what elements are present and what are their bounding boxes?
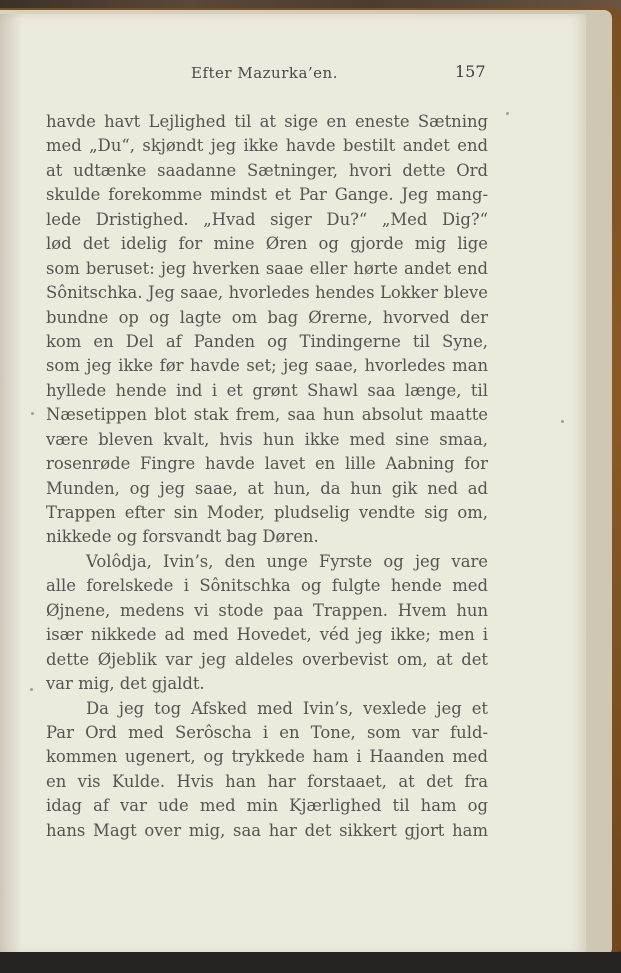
text-line: Sônitschka. Jeg saae, hvorledes hendes Lokker bleve	[46, 283, 488, 303]
text-line: var mig, det gjaldt.	[46, 674, 205, 694]
text-line: være bleven kvalt, hvis hun ikke med sine smaa,	[46, 429, 488, 449]
page-header	[0, 60, 586, 90]
text-line: som beruset: jeg hverken saae eller hørte andet end	[46, 258, 488, 278]
text-line: lede Dristighed. „Hvad siger Du?“ „Med Dig?“	[46, 209, 488, 229]
text-line: Trappen efter sin Moder, pludselig vendte sig om,	[46, 503, 488, 522]
text-line: alle forelskede i Sônitschka og fulgte hende med	[46, 576, 488, 596]
text-line: kom en Del af Panden og Tindingerne til Syne,	[46, 331, 488, 351]
text-line: Øjnene, medens vi stode paa Trappen. Hvem hun	[46, 600, 488, 620]
spine-shadow	[0, 14, 22, 954]
text-line: lød det idelig for mine Øren og gjorde mig lige	[46, 234, 488, 254]
text-line: skulde forekomme mindst et Par Gange. Jeg mang-	[46, 185, 488, 205]
text-line: Munden, og jeg saae, at hun, da hun gik ned ad	[46, 478, 488, 498]
text-line: Par Ord med Serôscha i en Tone, som var fuld-	[46, 722, 488, 742]
text-line: kommen ugenert, og trykkede ham i Haanden med	[46, 747, 488, 767]
text-line: hyllede hende ind i et grønt Shawl saa længe, til	[46, 380, 488, 400]
text-line: en vis Kulde. Hvis han har forstaaet, at det fra	[46, 771, 488, 791]
paper-speck	[506, 112, 509, 115]
text-line: Da jeg tog Afsked med Ivin’s, vexlede jeg et	[86, 698, 488, 718]
text-line: især nikkede ad med Hovedet, véd jeg ikke; men i	[46, 625, 488, 645]
paper-speck	[31, 412, 34, 415]
text-line: Volôdja, Ivin’s, den unge Fyrste og jeg vare	[86, 551, 488, 571]
body-text	[46, 110, 488, 843]
text-line: at udtænke saadanne Sætninger, hvori dette Ord	[46, 160, 488, 180]
paper-speck	[561, 420, 564, 423]
paper-speck	[30, 688, 33, 691]
text-line: hans Magt over mig, saa har det sikkert gjort ham	[46, 820, 488, 840]
text-line: rosenrøde Fingre havde lavet en lille Aabning for	[46, 454, 488, 474]
text-line: nikkede og forsvandt bag Døren.	[46, 527, 319, 547]
text-line: bundne op og lagte om bag Ørerne, hvorved der	[46, 307, 488, 327]
text-line: idag af var ude med min Kjærlighed til ham og	[46, 796, 488, 816]
text-line: dette Øjeblik var jeg aldeles overbevist om, at det	[46, 649, 488, 669]
background-bottom	[0, 952, 621, 973]
text-line: som jeg ikke før havde set; jeg saae, hvorledes man	[46, 356, 488, 376]
running-head: Efter Mazurka’en.	[191, 64, 338, 82]
text-line: med „Du“, skjøndt jeg ikke havde bestilt andet end	[46, 136, 488, 156]
text-line: Næsetippen blot stak frem, saa hun absolut maatte	[46, 405, 488, 425]
page-number: 157	[455, 62, 486, 81]
text-line: havde havt Lejlighed til at sige en eneste Sætning	[46, 112, 488, 131]
